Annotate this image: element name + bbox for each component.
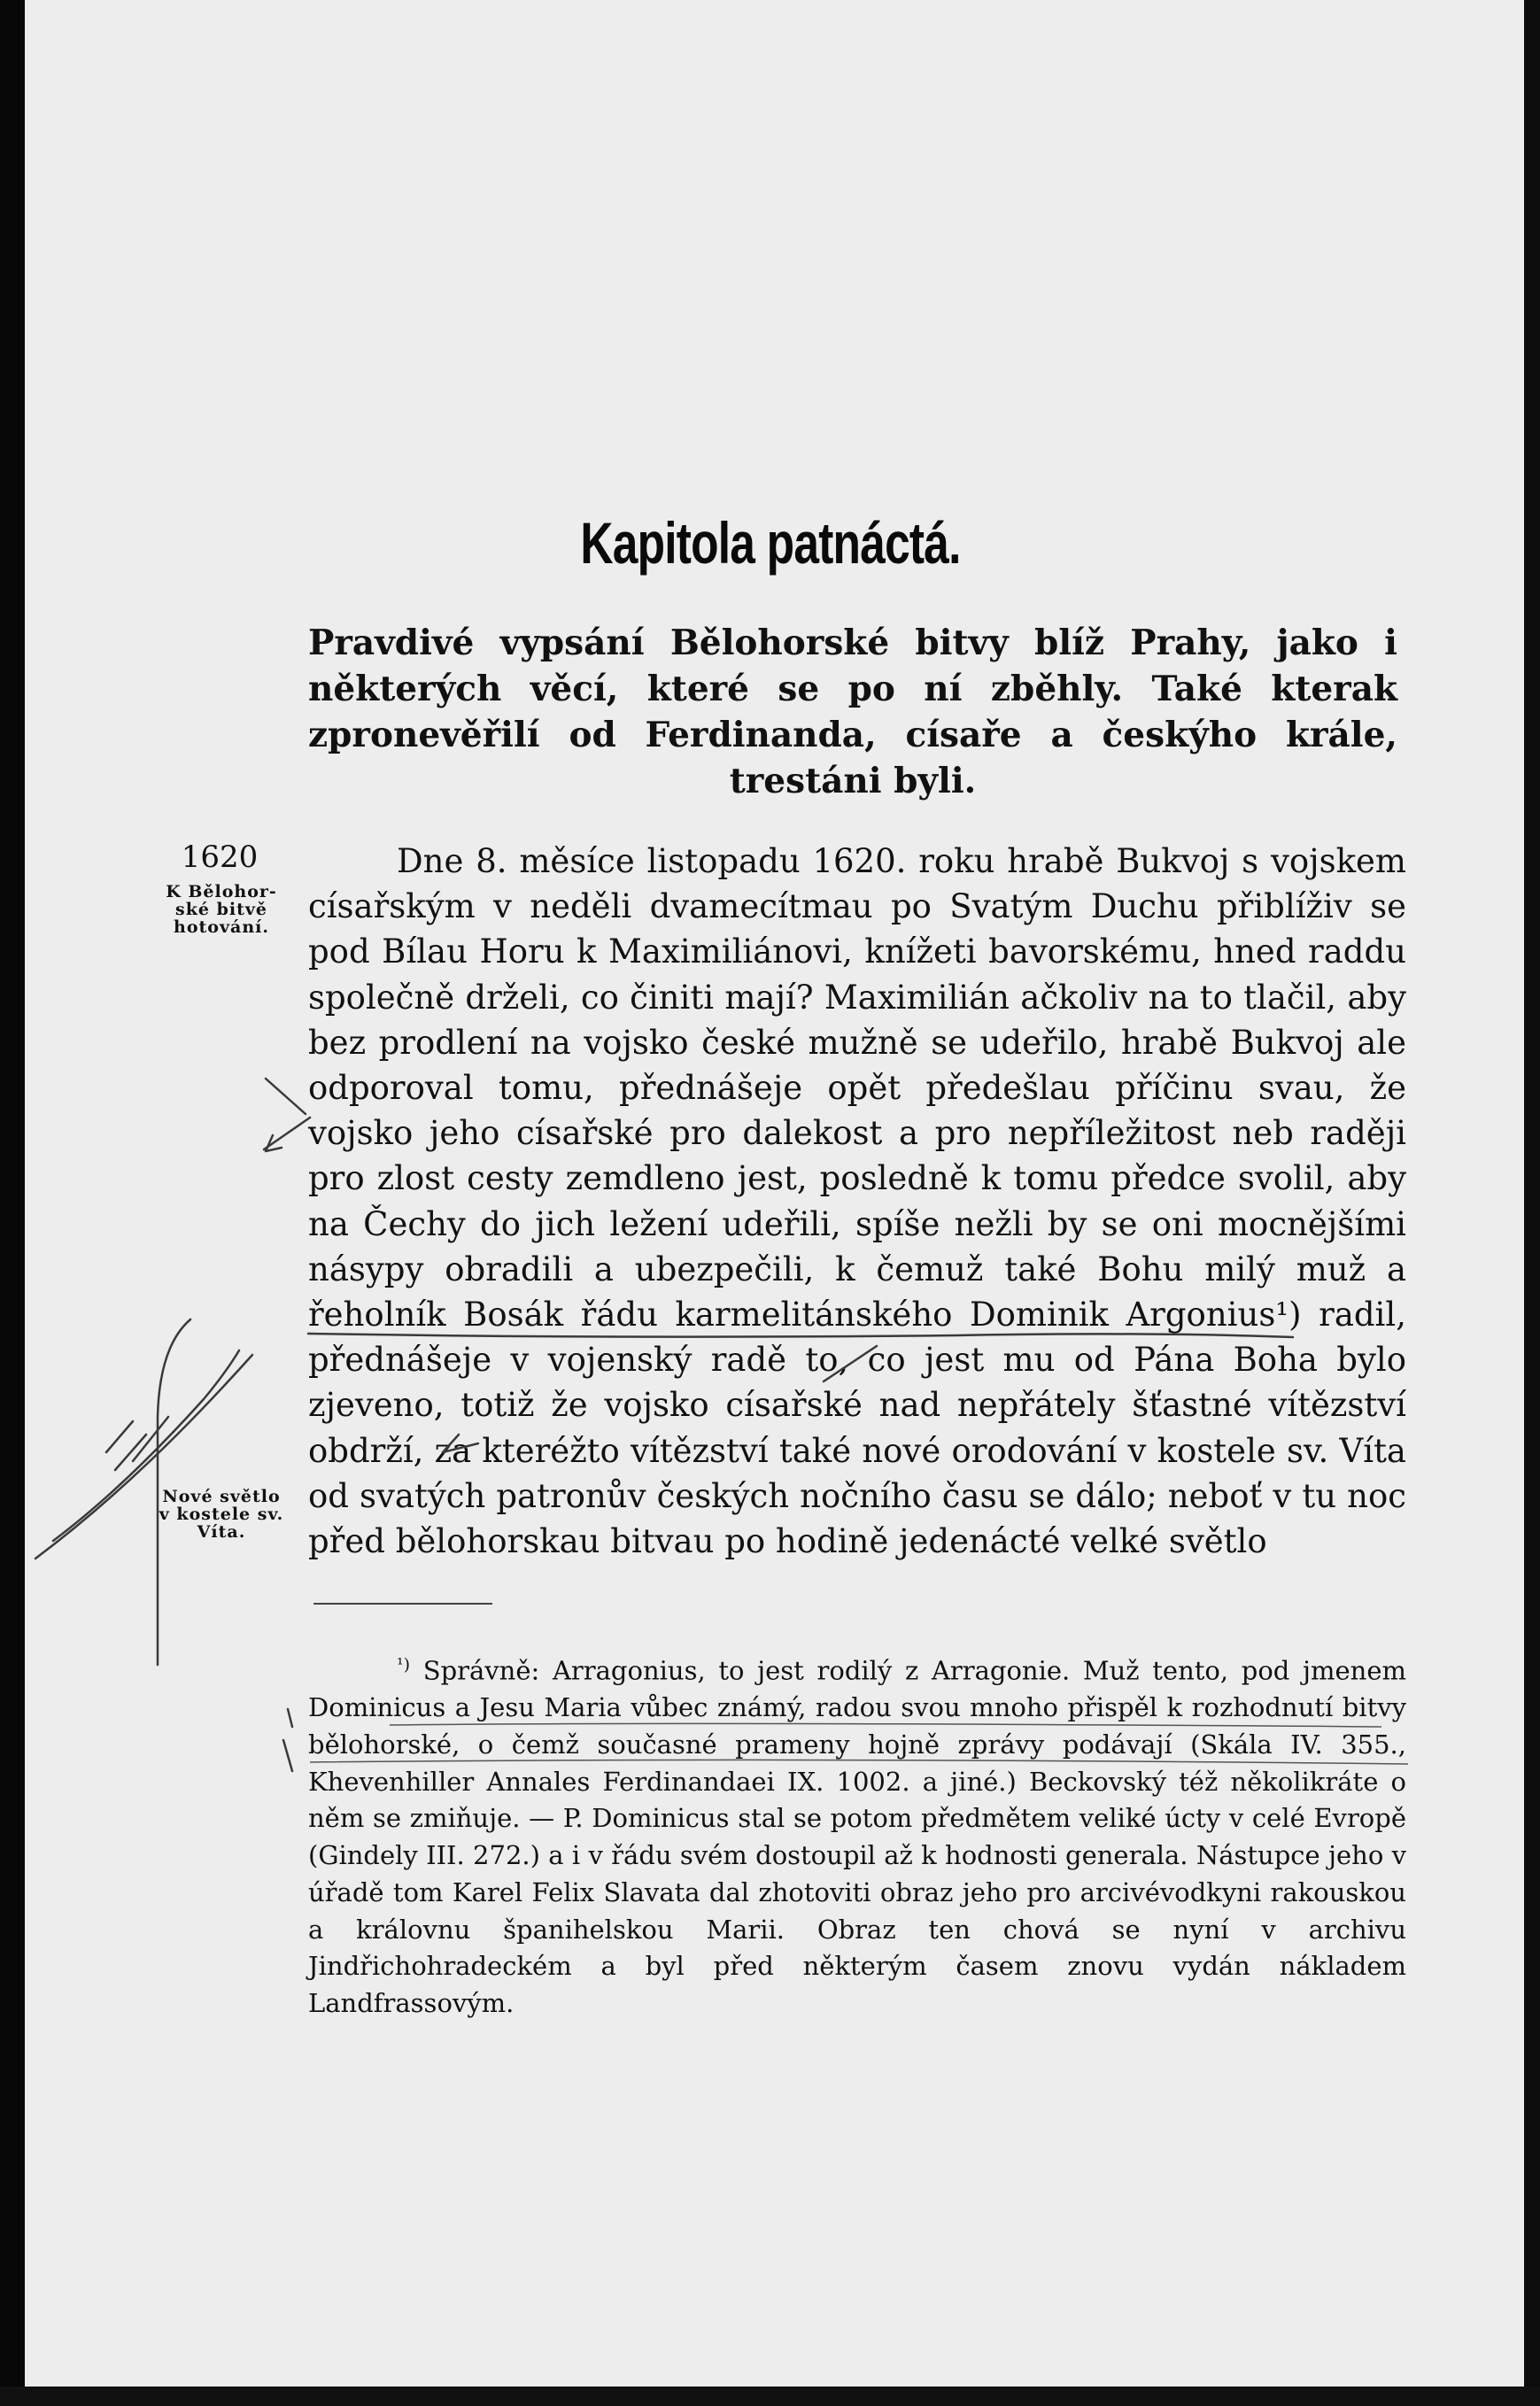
margin-note-line: hotování. [174, 917, 269, 937]
margin-note-line: Víta. [197, 1522, 246, 1542]
margin-note-battle-preparation [142, 883, 301, 936]
footnote-paragraph [308, 1647, 1406, 2023]
pencil-scribble [106, 1417, 168, 1470]
margin-note-line: Nové světlo [162, 1487, 281, 1506]
footnote [308, 1647, 1406, 2023]
main-paragraph: Dne 8. měsíce listopadu 1620. roku hrabě Bukvoj s vojskem císařským v neděli dvamecítmau po Svatým Duchu přiblíživ se pod Bílau Horu k Maximiliánovi, knížeti bavorskému, hned raddu společně drželi, co činiti mají? Maximilián ačkoliv na to tlačil, aby bez prodlení na vojsko české mužně se udeřilo, hrabě Bukvoj ale odporoval tomu, přednášeje opět předešlau příčinu svau, že vojsko jeho císařské pro dalekost a pro nepříležitost neb raději pro zlost cesty zemdleno jest, posledně k tomu předce svolil, aby na Čechy do jich ležení udeřili, spíše nežli by se oni mocnějšími násypy obradili a ubezpečili, k čemuž také Bohu milý muž a řeholník Bosák řádu karmelitánského Dominik Argonius¹) radil, přednášeje v vojenský radě to, co jest mu od Pána Boha bylo zjeveno, totiž že vojsko císařské nad nepřátely šťastné vítězství obdrží, za kteréžto vítězství také nové orodování v kostele sv. Víta od svatých patronův českých nočního času se dálo; neboť v tu noc před bělohorskau bitvau po hodině jedenácté velké světlo [308, 842, 1406, 1561]
footnote-separator [313, 1603, 492, 1605]
footnote-text: Správně: Arragonius, to jest rodilý z Arragonie. Muž tento, pod jmenem Dominicus a Jesu Maria vůbec známý, radou svou mnoho přispěl k rozhodnutí bitvy bělohorské, o čemž současné prameny hojně zprávy podávají (Skála IV. 355., Khevenhiller Annales Ferdinandaei IX. 1002. a jiné.) Beckovský též několikráte o něm se zmiňuje. — P. Dominicus stal se potom předmětem veliké úcty v celé Evropě (Gindely III. 272.) a i v řádu svém dostoupil až k hodnosti generala. Nástupce jeho v úřadě tom Karel Felix Slavata dal zhotoviti obraz jeho pro arcivévodkyni rakouskou a královnu španihelskou Marii. Obraz ten chová se nyní v archivu Jindřichohradeckém a byl před některým časem znovu vydán nákladem Landfrassovým. [308, 1655, 1407, 2018]
chapter-subtitle: Pravdivé vypsání Bělohorské bitvy blíž Prahy, jako i některých věcí, které se po ní zběhly. Také kterak zpronevěřilí od Ferdinanda, císaře a českýho krále, trestáni byli. [308, 623, 1397, 801]
pencil-scribble [283, 1709, 292, 1771]
pencil-tick-mark [264, 1118, 310, 1149]
chapter-title: Kapitola patnáctá. [580, 510, 961, 576]
margin-note-new-light [142, 1488, 301, 1541]
scan-border-left [0, 0, 25, 2406]
pencil-tick-mark [266, 1079, 306, 1114]
footnote-marker: ¹) [397, 1655, 411, 1675]
margin-note-line: ské bitvě [175, 900, 267, 919]
main-text [308, 839, 1406, 1564]
margin-note-line: K Bělohor- [166, 882, 277, 901]
margin-note-line: v kostele sv. [159, 1505, 284, 1524]
scan-border-bottom [0, 2387, 1540, 2406]
margin-year: 1620 [181, 839, 259, 875]
scan-border-right [1524, 0, 1540, 2406]
pencil-arrow-mark [266, 1135, 282, 1151]
